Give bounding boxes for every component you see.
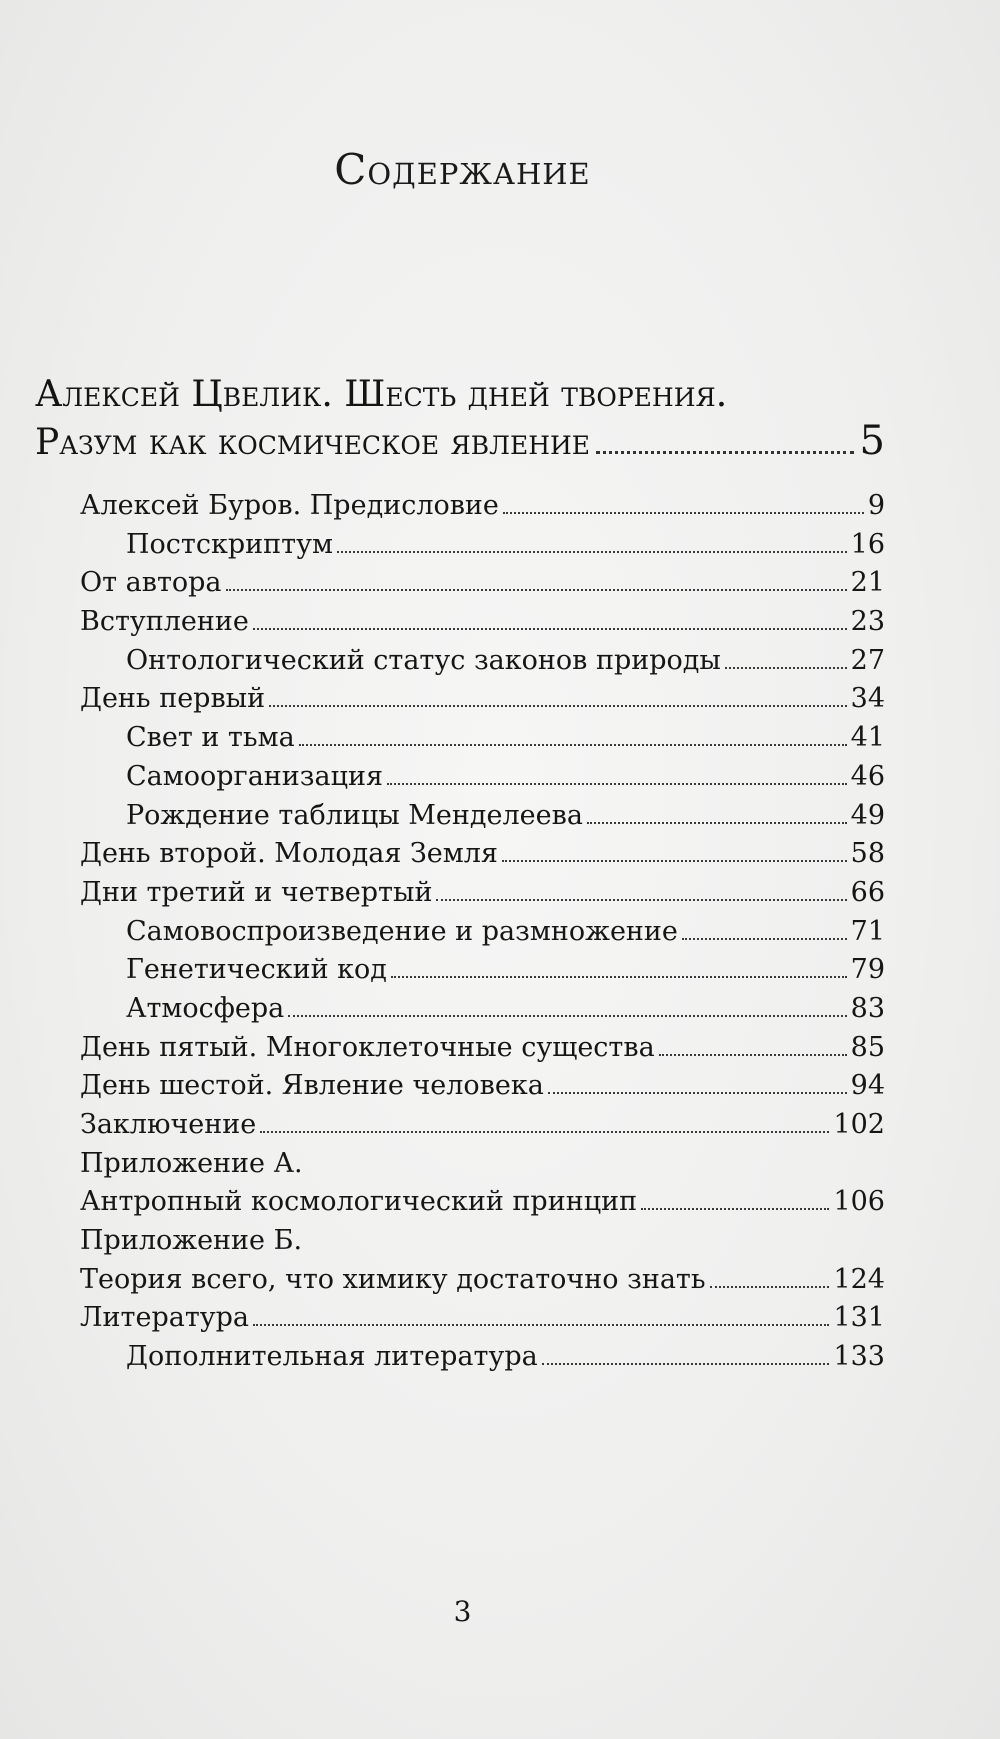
page-number: 3	[453, 1595, 472, 1628]
toc-entry	[80, 645, 885, 684]
toc-entry	[80, 1186, 885, 1225]
toc-entry-page: 83	[850, 992, 885, 1024]
dot-leader	[260, 1131, 829, 1133]
toc-entry-page: 71	[850, 915, 885, 947]
main-entry-title: Разум как космическое явление	[35, 422, 591, 463]
toc-entry	[80, 529, 885, 568]
toc-entry-title: День второй. Молодая Земля	[80, 838, 498, 870]
toc-entry	[80, 567, 885, 606]
toc-entry-title: День первый	[80, 683, 266, 715]
toc-entry	[80, 490, 885, 529]
toc-entry	[80, 761, 885, 800]
toc-entry	[80, 722, 885, 761]
toc-entry-page: 131	[833, 1302, 885, 1334]
dot-leader	[387, 783, 847, 785]
dot-leader	[587, 822, 847, 824]
dot-leader	[548, 1092, 847, 1094]
toc-entry	[80, 1225, 885, 1264]
toc-entry	[80, 916, 885, 955]
toc-entry-page: 85	[850, 1031, 885, 1063]
toc-entry-title: Теория всего, что химику достаточно знать	[80, 1263, 706, 1295]
toc-entry-title: Алексей Буров. Предисловие	[80, 490, 499, 521]
main-entry-line2	[35, 418, 885, 466]
toc-entry-page: 49	[850, 799, 885, 831]
dot-leader	[641, 1208, 829, 1210]
dot-leader	[682, 938, 847, 940]
toc-entry-page: 58	[850, 838, 885, 870]
dot-leader	[269, 705, 846, 707]
toc-entry-title: Вступление	[80, 606, 249, 638]
toc-entry-page: 133	[833, 1341, 885, 1373]
dot-leader	[253, 1324, 829, 1326]
toc-entry	[80, 683, 885, 722]
toc-entry	[80, 838, 885, 877]
toc-entry	[80, 877, 885, 916]
dot-leader	[596, 451, 853, 454]
toc-entry-title: Атмосфера	[126, 992, 285, 1024]
toc-entry-title: Постскриптум	[126, 528, 333, 560]
toc-entry-title: Заключение	[80, 1109, 257, 1140]
toc-entry-page: 46	[850, 760, 885, 792]
dot-leader	[725, 667, 847, 669]
toc-entry	[80, 1264, 885, 1303]
dot-leader	[542, 1363, 830, 1365]
toc-entry-title: Свет и тьма	[126, 722, 295, 754]
toc-entry-page: 41	[850, 722, 885, 754]
toc-entry-title: День пятый. Многоклеточные существа	[80, 1031, 655, 1063]
toc-entry	[80, 800, 885, 839]
toc-entry-page: 79	[850, 954, 885, 986]
toc-entry	[80, 1148, 885, 1187]
dot-leader	[436, 899, 846, 901]
toc-entry-title: Дни третий и четвертый	[80, 876, 433, 908]
dot-leader	[710, 1286, 830, 1288]
page-title: Содержание	[334, 145, 591, 194]
toc-entry-page: 27	[850, 644, 885, 676]
toc-entry-title: Приложение А.	[80, 1147, 303, 1179]
toc-entry-title: Генетический код	[126, 954, 387, 986]
dot-leader	[502, 860, 847, 862]
toc-entry-page: 23	[850, 606, 885, 638]
table-of-contents	[80, 490, 885, 1380]
dot-leader	[337, 551, 847, 553]
toc-entry-page: 106	[833, 1186, 885, 1218]
toc-entry-title: Литература	[80, 1302, 250, 1334]
toc-entry-title: От автора	[80, 567, 222, 599]
main-toc-entry	[35, 372, 885, 466]
toc-entry	[80, 1070, 885, 1109]
dot-leader	[253, 628, 847, 630]
toc-entry	[80, 954, 885, 993]
toc-entry-title: Самоорганизация	[126, 760, 384, 792]
toc-entry-title: День шестой. Явление человека	[80, 1070, 544, 1102]
toc-entry-title: Онтологический статус законов природы	[126, 644, 721, 676]
dot-leader	[659, 1054, 847, 1056]
dot-leader	[288, 1015, 846, 1017]
toc-entry-page: 94	[850, 1070, 885, 1102]
toc-entry	[80, 1109, 885, 1148]
toc-entry	[80, 993, 885, 1032]
main-entry-line1: Алексей Цвелик. Шесть дней творения.	[35, 374, 728, 415]
toc-entry-title: Рождение таблицы Менделеева	[126, 799, 583, 831]
toc-entry	[80, 1032, 885, 1071]
toc-entry-page: 9	[867, 490, 885, 521]
dot-leader	[391, 976, 847, 978]
toc-entry-title: Дополнительная литература	[126, 1341, 538, 1373]
toc-entry-page: 16	[850, 528, 885, 560]
toc-entry-page: 21	[850, 567, 885, 599]
toc-entry	[80, 1341, 885, 1380]
toc-entry-page: 102	[833, 1109, 885, 1140]
toc-entry	[80, 1302, 885, 1341]
toc-entry-title: Приложение Б.	[80, 1225, 303, 1257]
dot-leader	[226, 589, 847, 591]
toc-entry-page: 124	[833, 1263, 885, 1295]
dot-leader	[299, 744, 847, 746]
toc-entry-page: 66	[850, 876, 885, 908]
dot-leader	[503, 512, 864, 514]
toc-entry-page: 34	[850, 683, 885, 715]
toc-entry-title: Антропный космологический принцип	[80, 1186, 638, 1218]
toc-entry	[80, 606, 885, 645]
main-entry-page: 5	[859, 418, 885, 464]
toc-entry-title: Самовоспроизведение и размножение	[126, 915, 678, 947]
